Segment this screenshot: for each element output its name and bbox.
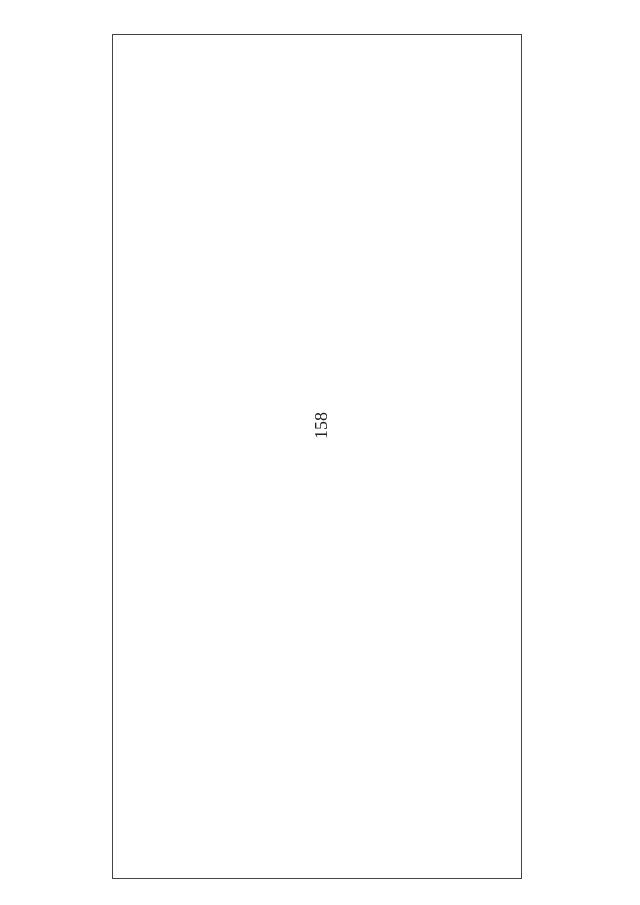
table-sheet xyxy=(112,34,522,879)
page-number: 158 xyxy=(311,412,331,439)
